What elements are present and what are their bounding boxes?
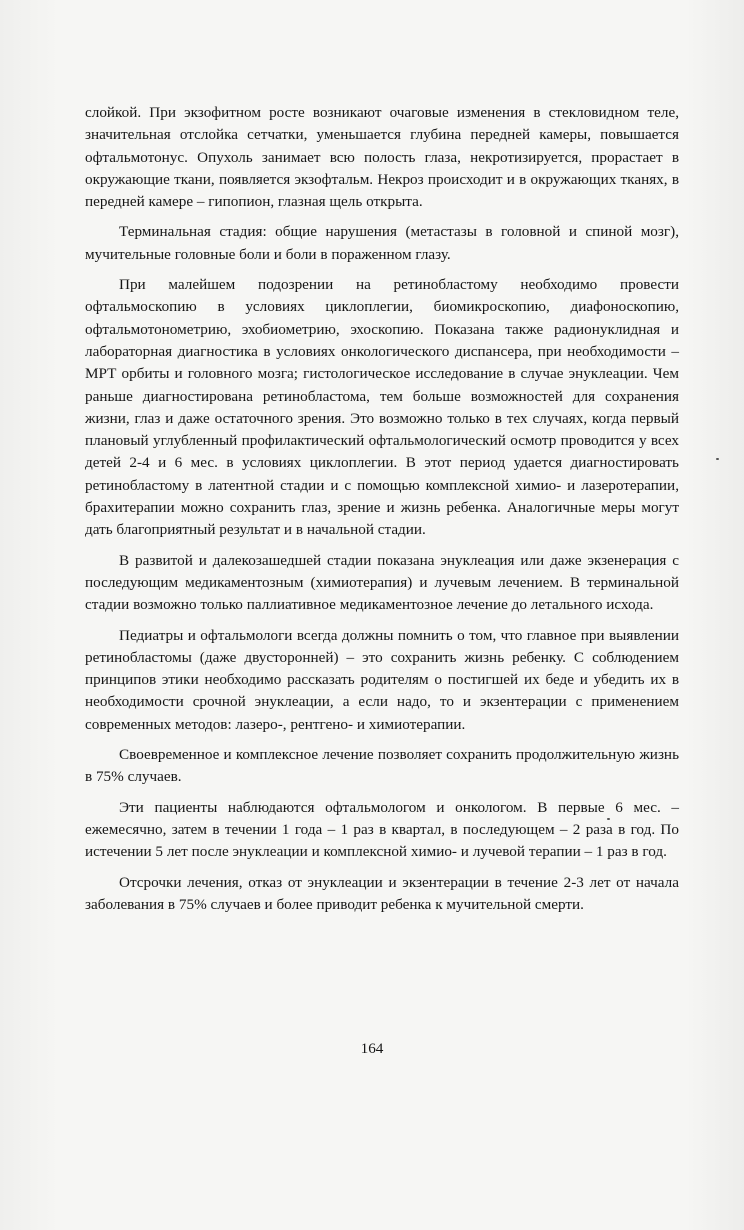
paragraph-pediatricians: Педиатры и офтальмологи всегда должны помнить о том, что главное при выявлении ретинобластомы (даже двусторонней) – это сохранить жизнь ребенку. С соблюдением принципов этики необходимо рассказать родителям о постигшей их беде и убедить их в необходимости срочной энуклеации, а если надо, то и экзентерации с применением современных методов: лазеро-, рентгено- и химиотерапии. (85, 626, 679, 733)
paragraph-advanced-stage-treatment: В развитой и далекозашедшей стадии показана энуклеация или даже экзенерация с последующим медикаментозным (химиотерапия) и лучевым лечением. В терминальной стадии возможно только паллиативное медикаментозное лечение до летального исхода. (85, 551, 679, 614)
page-number: 164 (360, 1040, 384, 1057)
paragraph-terminal-stage: Терминальная стадия: общие нарушения (метастазы в головной и спиной мозг), мучительные головные боли и боли в пораженном глазу. (85, 223, 679, 263)
scan-speck (607, 818, 610, 820)
scan-speck (716, 458, 719, 460)
paragraph-follow-up: Эти пациенты наблюдаются офтальмологом и онкологом. В первые 6 мес. – ежемесячно, затем в течении 1 года – 1 раз в квартал, в последующем – 2 раза в год. По истечении 5 лет после энуклеации и комплексной химио- и лучевой терапии – 1 раз в год. (85, 798, 679, 861)
paragraph-survival: Своевременное и комплексное лечение позволяет сохранить продолжительную жизнь в 75% случаев. (85, 746, 679, 786)
paragraph-delay-consequences: Отсрочки лечения, отказ от энуклеации и экзентерации в течение 2-3 лет от начала заболевания в 75% случаев и более приводит ребенка к мучительной смерти. (85, 873, 679, 913)
paragraph-diagnostics: При малейшем подозрении на ретинобластому необходимо провести офтальмоскопию в условиях циклоплегии, биомикроскопию, диафоноскопию, офтальмотонометрию, эхобиометрию, эхоскопию. Показана также радионуклидная и лабораторная диагностика в условиях онкологического диспансера, при необходимости – МРТ орбиты и головного мозга; гистологическое исследование в случае энуклеации. Чем раньше диагностирована ретинобластома, тем больше возможностей для сохранения жизни, глаз и даже остаточного зрения. Это возможно только в тех случаях, когда первый плановый углубленный профилактический офтальмологический осмотр проводится у всех детей 2-4 и 6 мес. в условиях циклоплегии. В этот период удается диагностировать ретинобластому в латентной стадии и с помощью комплексной химио- и лазеротерапии, брахитерапии можно сохранить глаз, зрение и жизнь ребенка. Аналогичные меры могут дать благоприятный результат и в начальной стадии. (85, 276, 679, 539)
body-text (85, 102, 679, 924)
paragraph-continuation: слойкой. При экзофитном росте возникают очаговые изменения в стекловидном теле, значительная отслойка сетчатки, уменьшается глубина передней камеры, повышается офтальмотонус. Опухоль занимает всю полость глаза, некротизируется, прорастает в окружающие ткани, появляется экзофтальм. Некроз происходит и в окружающих тканях, в передней камере – гипопион, глазная щель открыта. (85, 104, 679, 211)
